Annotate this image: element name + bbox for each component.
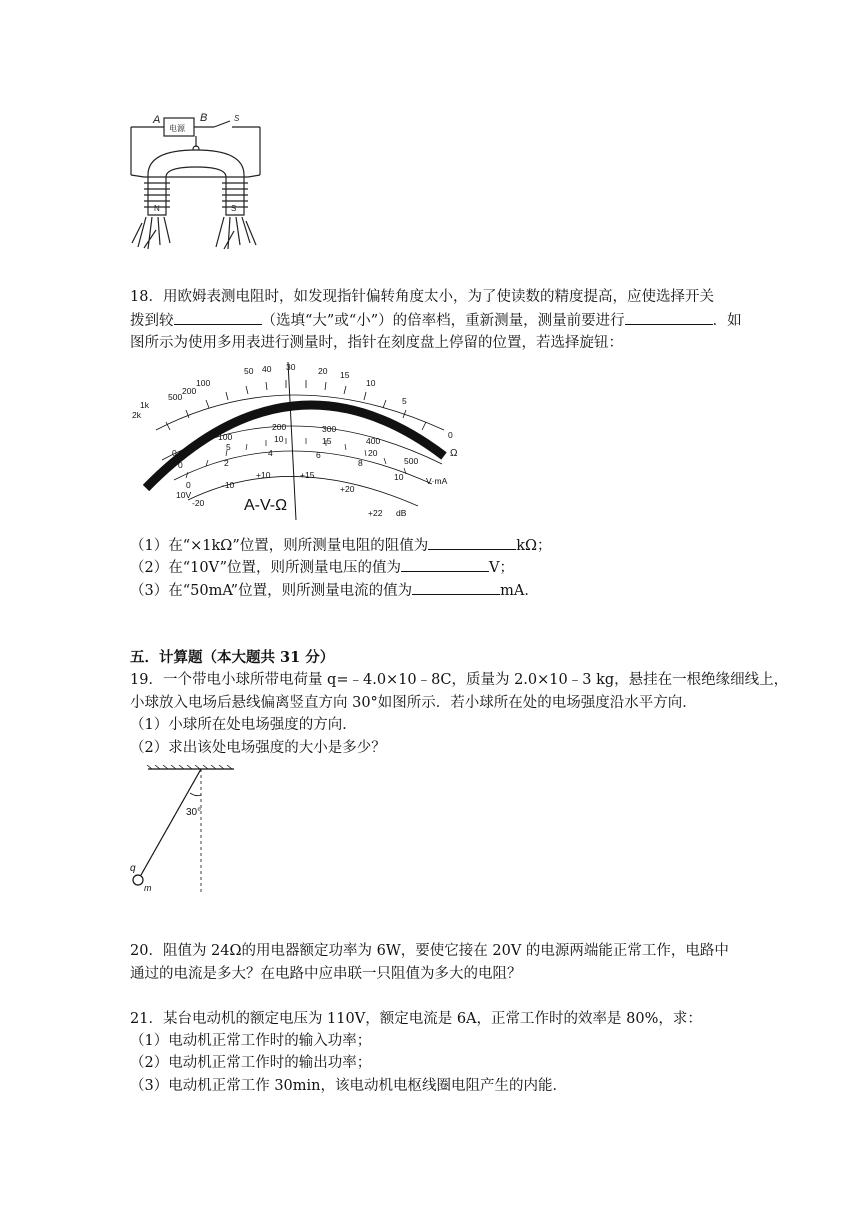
unit-db: dB <box>396 508 407 518</box>
q19-sub1: （1）小球所在处电场强度的方向． <box>130 717 357 733</box>
dc-mid-label: 20 <box>368 448 378 458</box>
pole-s: S <box>231 204 237 213</box>
ac-label: 4 <box>268 448 273 458</box>
pole-n: N <box>154 204 160 213</box>
q18-sub3-a: （3）在“50mA”位置，则所测量电流的值为 <box>130 583 413 599</box>
multimeter-dial <box>126 360 471 528</box>
ohm-label: 50 <box>244 366 254 376</box>
q18-line2 <box>130 310 742 331</box>
answer-blank <box>625 310 713 325</box>
db-label: +20 <box>340 484 355 494</box>
dc-label: 500 <box>404 456 419 466</box>
q18-sub1-b: kΩ； <box>516 538 552 554</box>
q21-sub2: （2）电动机正常工作时的输出功率； <box>130 1055 372 1071</box>
db-label: -20 <box>192 498 205 508</box>
q20-line1: 20．阻值为 24Ω的用电器额定功率为 6W，要使它接在 20V 的电源两端能正常工作，电路中 <box>130 943 729 959</box>
ac-label: 8 <box>358 458 363 468</box>
pendulum-figure <box>126 765 241 895</box>
q19-line2: 小球放入电场后悬线偏离竖直方向 30°如图所示．若小球所在处的电场强度沿水平方向． <box>130 695 697 711</box>
dc-mid-label: 10 <box>274 434 284 444</box>
dc-label: 300 <box>322 424 337 434</box>
db-label: -10 <box>222 480 235 490</box>
q18-line2-a: 拨到较 <box>130 313 174 329</box>
ohm-label: 1k <box>140 400 149 410</box>
answer-blank <box>428 535 516 550</box>
angle-label: 30° <box>186 807 202 818</box>
dc-label: 100 <box>218 432 233 442</box>
db-label: +15 <box>300 470 315 480</box>
answer-blank <box>401 557 489 572</box>
q18-line1: 18．用欧姆表测电阻时，如发现指针偏转角度太小，为了使读数的精度提高，应使选择开关 <box>130 289 714 305</box>
dc-mid-label: 0 <box>178 460 183 470</box>
q18-sub1-a: （1）在“×1kΩ”位置，则所测量电阻的阻值为 <box>130 538 429 554</box>
ohm-symbol: Ω <box>450 448 458 459</box>
section-title: 五．计算题（本大题共 31 分） <box>130 649 335 666</box>
q21-line1: 21．某台电动机的额定电压为 110V，额定电流是 6A，正常工作时的效率是 80%，求： <box>130 1011 702 1027</box>
q19-sub2: （2）求出该处电场强度的大小是多少？ <box>130 740 386 756</box>
mass-label: m <box>144 883 152 893</box>
dc-label: 0 <box>172 448 177 458</box>
ohm-label: 2k <box>132 410 141 420</box>
ac-label: 6 <box>316 450 321 460</box>
charge-label: q <box>130 863 136 874</box>
ohm-label: 200 <box>182 386 197 396</box>
unit-10v: 10V <box>176 490 192 500</box>
q18-sub2 <box>130 557 514 578</box>
electromagnet-figure <box>126 105 266 255</box>
label-b: B <box>200 112 208 124</box>
q21-sub1: （1）电动机正常工作时的输入功率； <box>130 1033 372 1049</box>
meter-brand: A-V-Ω <box>244 497 288 514</box>
q21-sub3: （3）电动机正常工作 30min，该电动机电枢线圈电阻产生的内能． <box>130 1078 568 1094</box>
db-label: +22 <box>368 508 383 518</box>
ohm-label: 0 <box>448 430 453 440</box>
q20-line2: 通过的电流是多大？在电路中应串联一只阻值为多大的电阻？ <box>130 966 522 982</box>
db-label: +10 <box>256 470 271 480</box>
ohm-label: 5 <box>402 396 407 406</box>
ohm-label: 500 <box>168 392 183 402</box>
dc-label: 400 <box>366 436 381 446</box>
q18-line2-c: ．如 <box>712 313 742 329</box>
ohm-label: 15 <box>340 370 350 380</box>
q19-line1: 19．一个带电小球所带电荷量 q=﹣4.0×10﹣8C，质量为 2.0×10﹣3 kg，悬挂在一根绝缘细线上， <box>130 672 789 688</box>
ohm-label: 20 <box>318 366 328 376</box>
ohm-label: 30 <box>286 362 296 372</box>
q18-sub1 <box>130 535 552 556</box>
q18-sub3-b: mA． <box>500 583 539 599</box>
dc-mid-label: 15 <box>322 436 332 446</box>
ac-label: 2 <box>224 458 229 468</box>
ohm-label: 100 <box>196 378 211 388</box>
ac-label: 0 <box>186 480 191 490</box>
q18-sub3 <box>130 580 539 601</box>
switch-label: S <box>234 114 240 123</box>
label-a: A <box>153 114 161 126</box>
q18-line3: 图所示为使用多用表进行测量时，指针在刻度盘上停留的位置，若选择旋钮： <box>130 335 623 351</box>
ohm-label: 40 <box>262 364 272 374</box>
dc-mid-label: 5 <box>226 442 231 452</box>
unit-vma: V·mA <box>426 476 448 486</box>
power-label: 电源 <box>169 124 185 133</box>
dc-label: 200 <box>272 422 287 432</box>
ac-label: 10 <box>394 472 404 482</box>
q18-sub2-b: V； <box>489 560 514 576</box>
answer-blank <box>174 310 262 325</box>
q18-line2-b: （选填“大”或“小”）的倍率档，重新测量，测量前要进行 <box>261 313 625 329</box>
ohm-label: 10 <box>366 378 376 388</box>
answer-blank <box>412 580 500 595</box>
q18-sub2-a: （2）在“10V”位置，则所测量电压的值为 <box>130 560 402 576</box>
